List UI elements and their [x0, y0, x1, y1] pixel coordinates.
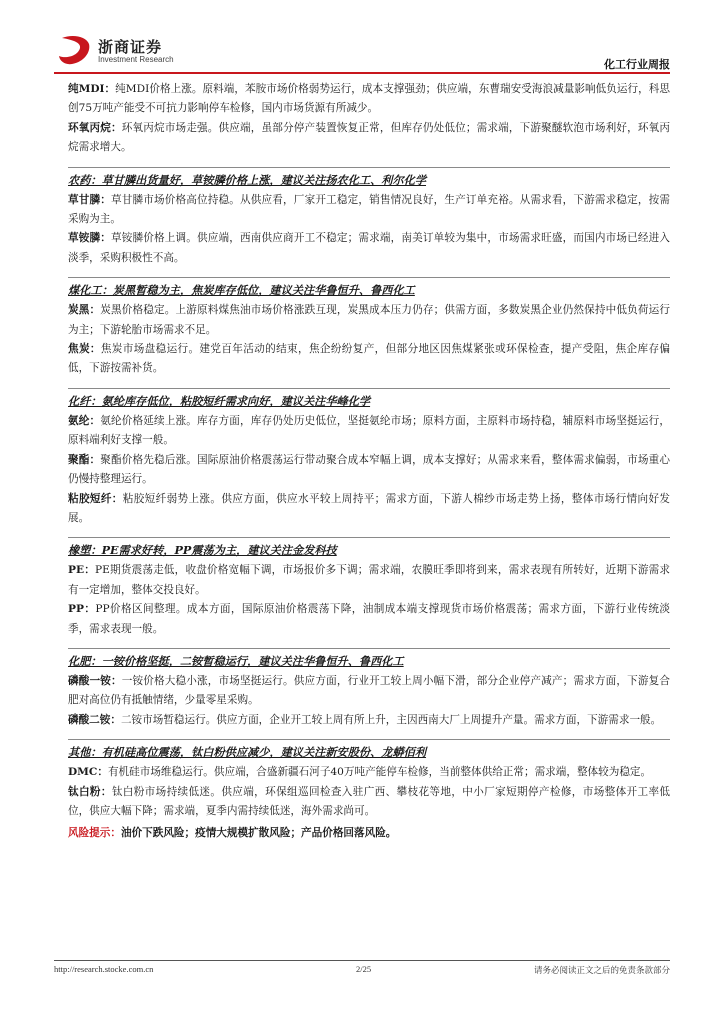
paragraph-text: PE期货震荡走低，收盘价格宽幅下调，市场报价多下调；需求端，农膜旺季即将到来，需求表现有所转好，近期下游需求有一定增加，整体交投良好。 [68, 564, 671, 596]
paragraph-label: 钛白粉： [68, 785, 112, 798]
page-header [54, 34, 670, 74]
paragraph-label: PE： [68, 564, 95, 577]
section-paragraph [68, 600, 670, 639]
paragraph-text: 环氧丙烷市场走强。供应端，虽部分停产装置恢复正常，但库存仍处低位；需求端，下游聚醚软泡市场利好，环氧丙烷需求增大。 [68, 121, 670, 154]
section-paragraph [68, 490, 670, 529]
section-paragraph [68, 80, 670, 119]
risk-label: 风险提示： [68, 827, 121, 840]
paragraph-text: 草铵膦价格上调。供应端，西南供应商开工不稳定；需求端，南美订单较为集中，市场需求旺盛，而国内市场已经进入淡季，采购积极性不高。 [68, 232, 670, 264]
section-paragraph [68, 561, 670, 600]
paragraph-text: 二铵市场暂稳运行。供应方面，企业开工较上周有所上升，主因西南大厂上周提升产量。需求方面，下游需求一般。 [120, 713, 662, 726]
header-divider [54, 72, 670, 74]
paragraph-label: 纯MDI： [68, 83, 116, 95]
report-body [68, 80, 670, 844]
brand-name: 浙商证券 [98, 38, 163, 56]
section-paragraph [68, 763, 670, 782]
section-paragraph [68, 191, 670, 230]
section-paragraph [68, 301, 670, 340]
section-paragraph [68, 711, 670, 730]
section-title: 农药：草甘膦出货量好，草铵膦价格上涨，建议关注扬农化工、利尔化学 [68, 172, 427, 187]
section-title: 化肥：一铵价格坚挺，二铵暂稳运行，建议关注华鲁恒升、鲁西化工 [68, 653, 404, 668]
paragraph-text: 焦炭市场盘稳运行。建党百年活动的结束，焦企纷纷复产，但部分地区因焦煤紧张或环保检查，提产受阻，焦企库存偏低，下游按需补货。 [68, 343, 670, 375]
report-section [68, 388, 670, 528]
paragraph-label: 草铵膦： [68, 232, 112, 245]
section-paragraph [68, 229, 670, 268]
footer-divider [54, 960, 670, 961]
section-paragraph [68, 340, 670, 379]
paragraph-label: DMC： [68, 766, 108, 779]
section-title: 煤化工：炭黑暂稳为主，焦炭库存低位，建议关注华鲁恒升、鲁西化工 [68, 283, 415, 298]
paragraph-text: 炭黑价格稳定。上游原料煤焦油市场价格涨跌互现，炭黑成本压力仍存；供需方面，多数炭黑企业仍然保持中低负荷运行为主；下游轮胎市场需求不足。 [68, 304, 671, 336]
paragraph-label: PP： [68, 603, 96, 616]
logo-icon [56, 34, 92, 66]
paragraph-label: 磷酸一铵： [68, 674, 122, 687]
page-number: 2/25 [356, 964, 372, 974]
paragraph-text: 一铵价格大稳小涨，市场坚挺运行。供应方面，行业开工较上周小幅下滑，部分企业停产减产；需求方面，下游复合肥对高位仍有抵触情绪，少量零星采购。 [68, 674, 670, 707]
footer-url[interactable]: http://research.stocke.com.cn [54, 964, 154, 974]
section-paragraph [68, 783, 670, 822]
section-paragraph [68, 672, 670, 711]
report-section [68, 537, 670, 639]
paragraph-text: 有机硅市场维稳运行。供应端，合盛新疆石河子40万吨产能停车检修，当前整体供给正常；需求端，整体较为稳定。 [107, 766, 652, 779]
footer-disclaimer: 请务必阅读正文之后的免责条款部分 [533, 966, 670, 976]
paragraph-label: 炭黑： [68, 304, 101, 317]
report-type: 化工行业周报 [604, 58, 670, 71]
risk-text: 油价下跌风险；疫情大规模扩散风险；产品价格回落风险。 [120, 827, 397, 840]
section-paragraph [68, 412, 670, 451]
sections-container [68, 80, 670, 821]
section-paragraph [68, 119, 670, 158]
report-section [68, 277, 670, 379]
paragraph-text: 钛白粉市场持续低迷。供应端，环保组巡回检查入驻广西、攀枝花等地，中小厂家短期停产检修，市场整体开工率低位，供应大幅下降；需求端，夏季内需持续低迷，海外需求尚可。 [68, 785, 670, 817]
report-section [68, 80, 670, 158]
section-title: 其他：有机硅高位震荡，钛白粉供应减少，建议关注新安股份、龙蟒佰利 [68, 745, 427, 760]
paragraph-label: 磷酸二铵： [68, 713, 121, 726]
section-title: 化纤：氨纶库存低位，粘胶短纤需求向好，建议关注华峰化学 [68, 393, 371, 408]
section-paragraph [68, 451, 670, 490]
report-section [68, 167, 670, 269]
paragraph-text: 纯MDI价格上涨。原料端，苯胺市场价格弱势运行，成本支撑强劲；供应端，东曹瑞安受海浪减量影响低负运行，科思创75万吨产能受不可抗力影响停车检修，国内市场货源有所减少。 [68, 83, 670, 115]
paragraph-text: 草甘膦市场价格高位持稳。从供应看，厂家开工稳定，销售情况良好，生产订单充裕。从需求看，下游需求稳定，按需采购为主。 [68, 193, 670, 226]
paragraph-label: 焦炭： [68, 343, 101, 356]
paragraph-label: 草甘膦： [68, 193, 112, 206]
paragraph-label: 氨纶： [68, 414, 101, 427]
paragraph-text: 氨纶价格延续上涨。库存方面，库存仍处历史低位，坚挺氨纶市场；原料方面，主原料市场持稳，辅原料市场坚挺运行，原料端利好支撑一般。 [68, 414, 671, 447]
section-title: 橡塑：PE需求好转，PP震荡为主，建议关注金发科技 [68, 543, 337, 558]
report-section [68, 739, 670, 821]
paragraph-text: 粘胶短纤弱势上涨。供应方面，供应水平较上周持平；需求方面，下游人棉纱市场走势上扬，整体市场行情向好发展。 [68, 492, 671, 524]
paragraph-label: 聚酯： [68, 453, 101, 466]
risk-warning [68, 824, 670, 843]
report-section [68, 648, 670, 730]
paragraph-label: 环氧丙烷： [68, 121, 122, 134]
paragraph-label: 粘胶短纤： [68, 492, 123, 505]
paragraph-text: PP价格区间整理。成本方面，国际原油价格震荡下降，油制成本端支撑现货市场价格震荡；需求方面，下游行业传统淡季，需求表现一般。 [68, 603, 670, 635]
paragraph-text: 聚酯价格先稳后涨。国际原油价格震荡运行带动聚合成本窄幅上调，成本支撑好；从需求来看，整体需求偏弱，市场重心仍慢持整理运行。 [68, 453, 671, 486]
brand-subtitle: Investment Research [98, 55, 174, 64]
